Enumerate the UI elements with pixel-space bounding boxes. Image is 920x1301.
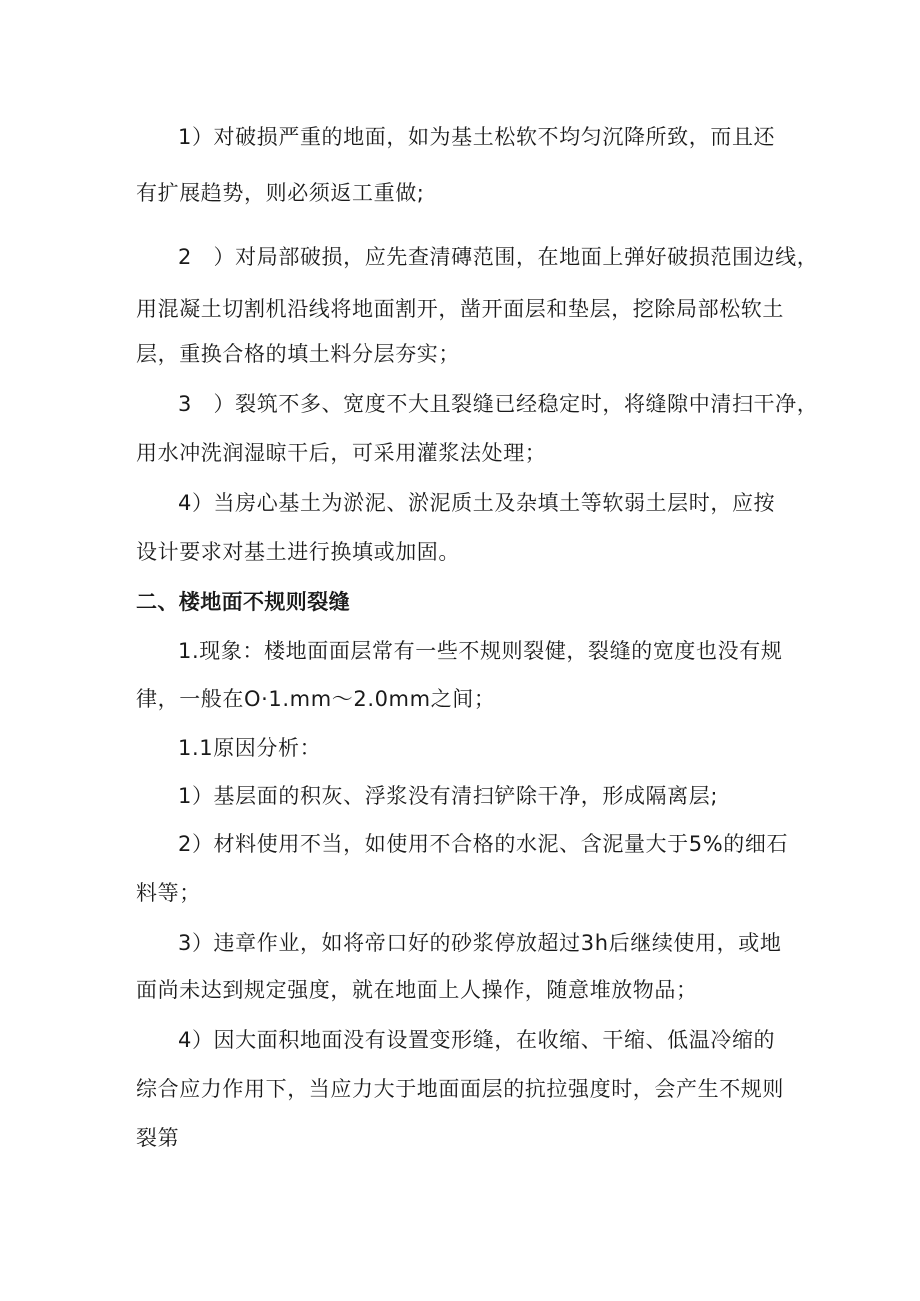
cause-1-line-1: 1）基层面的积灰、浮浆没有清扫铲除干净，形成隔离层; — [178, 784, 719, 808]
cause-2-line-2: 料等； — [136, 881, 201, 905]
section-heading: 二、楼地面不规则裂缝 — [136, 590, 350, 614]
phenomenon-line-2: 律，一般在O·1.mm～2.0mm之间； — [136, 687, 496, 711]
paragraph-2-line-2: 用混凝土切割机沿线将地面割开，凿开面层和垫层，挖除局部松软土 — [136, 297, 784, 321]
paragraph-1-line-1: 1）对破损严重的地面，如为基土松软不均匀沉降所致，而且还 — [178, 125, 776, 149]
paragraph-4-line-2: 设计要求对基土进行换填或加固。 — [136, 540, 460, 564]
paragraph-3-line-1: 3 ）裂筑不多、宽度不大且裂缝已经稳定时，将缝隙中清扫干净， — [178, 392, 819, 416]
cause-analysis-heading: 1.1原因分析： — [178, 736, 322, 760]
cause-4-line-3: 裂第 — [136, 1126, 180, 1150]
paragraph-2-line-3: 层，重换合格的填土料分层夯实； — [136, 342, 460, 366]
paragraph-4-line-1: 4）当房心基土为淤泥、淤泥质土及杂填土等软弱土层时，应按 — [178, 491, 776, 515]
cause-3-line-1: 3）违章作业，如将帝口好的砂浆停放超过3h后继续使用，或地 — [178, 931, 782, 955]
paragraph-1-line-2: 有扩展趋势，则必须返工重做; — [136, 181, 425, 205]
paragraph-2-line-1: 2 ）对局部破损，应先查清磚范围，在地面上弹好破损范围边线， — [178, 245, 819, 269]
cause-3-line-2: 面尚未达到规定强度，就在地面上人操作，随意堆放物品； — [136, 978, 698, 1002]
phenomenon-line-1: 1.现象：楼地面面层常有一些不规则裂健，裂缝的宽度也没有规 — [178, 639, 783, 663]
cause-4-line-2: 综合应力作用下，当应力大于地面面层的抗拉强度时，会产生不规则 — [136, 1077, 784, 1101]
paragraph-3-line-2: 用水冲洗润湿晾干后，可采用灌浆法处理； — [136, 441, 547, 465]
cause-2-line-1: 2）材料使用不当，如使用不合格的水泥、含泥量大于5%的细石 — [178, 832, 789, 856]
cause-4-line-1: 4）因大面积地面没有设置变形缝，在收缩、干缩、低温冷缩的 — [178, 1028, 776, 1052]
